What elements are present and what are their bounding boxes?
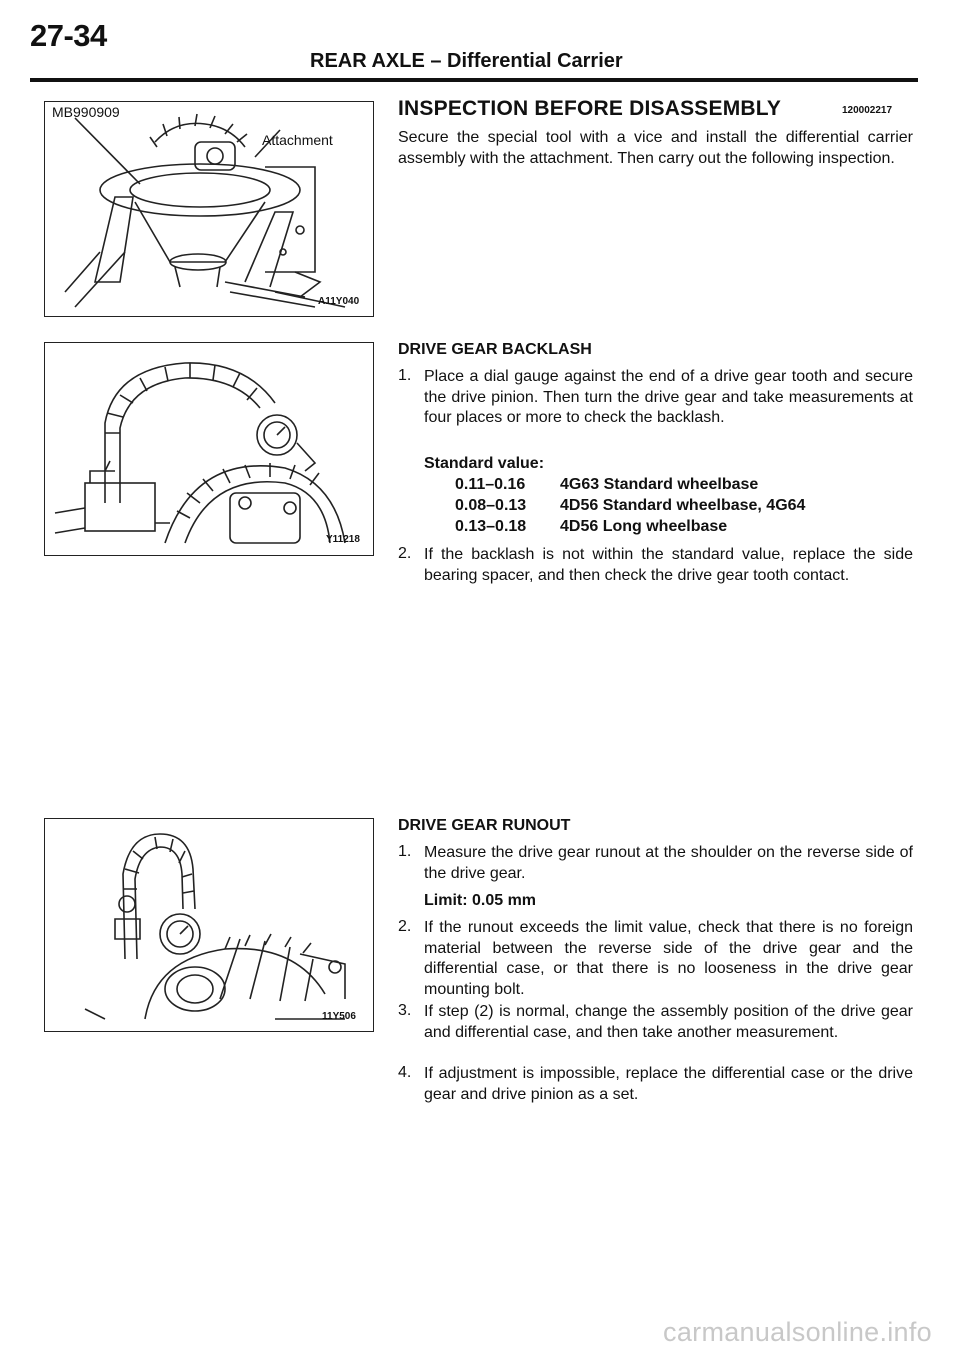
dial-gauge-backlash-illustration: [45, 343, 373, 555]
section-body: Secure the special tool with a vice and install the differential carrier assembly with the attachment. Then carry out the following inspection.: [398, 129, 913, 167]
step-text: If the runout exceeds the limit value, check that there is no foreign material between the reverse side of the drive gear and the differential case, or that there is no looseness in the drive gear mounting bolt.: [424, 919, 913, 998]
limit-value: Limit: 0.05 mm: [424, 892, 537, 909]
step-text: Measure the drive gear runout at the shoulder on the reverse side of the drive gear.: [424, 844, 913, 882]
standard-value-range: 0.13–0.18: [455, 518, 527, 535]
step-number: 2.: [398, 545, 412, 562]
figure-code: 11Y506: [322, 1011, 356, 1022]
figure-code: A11Y040: [318, 296, 360, 307]
step-number: 3.: [398, 1002, 412, 1019]
dial-gauge-runout-illustration: [45, 819, 373, 1031]
step-text: If the backlash is not within the standard value, replace the side bearing spacer, and then check the drive gear tooth contact.: [424, 546, 913, 584]
step-number: 4.: [398, 1064, 412, 1081]
watermark: carmanualsonline.info: [663, 1317, 932, 1347]
step-number: 2.: [398, 918, 412, 935]
standard-value-desc: 4D56 Standard wheelbase, 4G64: [560, 497, 806, 514]
figure-runout-measurement: [44, 818, 374, 1032]
figure-label-tool: MB990909: [52, 104, 120, 120]
step-number: 1.: [398, 843, 412, 860]
standard-value-range: 0.08–0.13: [455, 497, 527, 514]
step-text: If step (2) is normal, change the assembly position of the drive gear and differential case, and then take another measurement.: [424, 1003, 913, 1041]
standard-value-desc: 4G63 Standard wheelbase: [560, 476, 759, 493]
figure-backlash-measurement: [44, 342, 374, 556]
figure-label-attachment: Attachment: [262, 132, 333, 148]
page-title: REAR AXLE – Differential Carrier: [310, 50, 623, 72]
figure-code: Y11218: [326, 534, 360, 545]
section-code: 120002217: [842, 105, 893, 116]
standard-value-range: 0.11–0.16: [455, 476, 526, 493]
step-text: If adjustment is impossible, replace the differential case or the drive gear and drive pinion as a set.: [424, 1065, 913, 1103]
standard-value-desc: 4D56 Long wheelbase: [560, 518, 728, 535]
section-heading-backlash: DRIVE GEAR BACKLASH: [398, 341, 592, 358]
section-heading-runout: DRIVE GEAR RUNOUT: [398, 817, 571, 834]
step-text: Place a dial gauge against the end of a drive gear tooth and secure the drive pinion. Then turn the drive gear and take measurements at four places or more to check the backlash.: [424, 368, 913, 426]
header-rule: [30, 78, 918, 82]
page-number: 27-34: [30, 18, 107, 53]
section-heading-inspection: INSPECTION BEFORE DISASSEMBLY: [398, 97, 782, 120]
standard-value-label: Standard value:: [424, 455, 545, 472]
step-number: 1.: [398, 367, 412, 384]
